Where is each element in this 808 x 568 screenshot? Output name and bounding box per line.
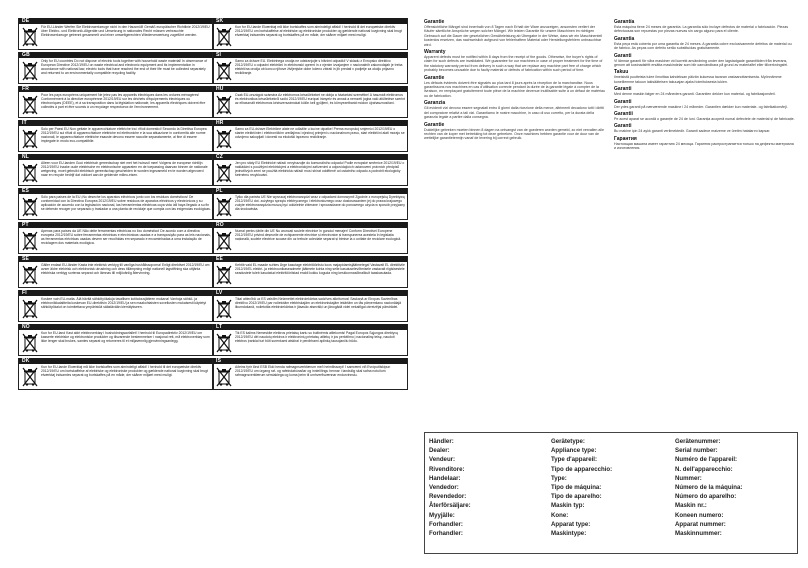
crossed-bin-icon bbox=[216, 367, 232, 387]
warranty-heading: Garantie bbox=[424, 74, 445, 81]
weee-text: Für EU-Länder Werfen Sie Elektrowerkzeuge nicht in den Hausmüll! Gemäß europäischer Richtlinie 2012/19/EU über Elektro- und Elektronik-Altgeräte und Umsetzung in nationales Recht müssen verbrauchte Elektrowerkzeuge getrennt gesammelt und einer umweltgerechten Wiederverwertung zugeführt werden. bbox=[41, 25, 210, 38]
weee-column-middle bbox=[212, 18, 408, 390]
crossed-bin-icon bbox=[216, 265, 232, 285]
crossed-bin-icon bbox=[216, 95, 232, 115]
form-label: Dealer: bbox=[429, 447, 450, 455]
warranty-text: Les défauts évidents doivent être signalés au plus tard 8 jours après la réception de la marchandise. Nous garantissons nos machines en cas d'utilisation correcte pendant la durée de la garantie légale à compter de la livraison, en remplaçant gratuitement toute pièce de la machine devenue inutilisable suite à un défaut de matériau ou de fabrication. bbox=[424, 80, 605, 98]
form-label: Tipo de máquina: bbox=[551, 484, 602, 492]
form-label: Appliance type: bbox=[551, 447, 597, 455]
form-label: Tipo de aparelho: bbox=[551, 493, 602, 501]
weee-text: Samo za EU-države Električne alate ne odlažite u kućne otpatke! Prema europskoj smjernici 2012/19/EU o starim električnim i elektroničkim uređajima i njezinoj primjeni u nacionalnom pravu, stari električni alati moraju se odvojeno sakupljati i dovesti na ekološki ispravno recikliranje. bbox=[235, 127, 405, 140]
crossed-bin-icon bbox=[216, 129, 232, 149]
weee-notice-lv bbox=[212, 290, 408, 322]
form-label: Maskinnummer: bbox=[675, 530, 722, 538]
weee-text: Sólo para países de la EU ¡No deseche los aparatos eléctricos junto con los residuos domésticos! De conformidad con la Directiva Europea 2012/19/EU sobre residuos de aparatos eléctricos y electrónicos y su aplicación de acuerdo con la legislación nacional, las herramientas eléctricas cuya vida útil haya llegado a su fin se deberán recoger por separado y trasladar a una planta de reciclaje que cumpla con las exigencias ecológicas. bbox=[41, 195, 211, 212]
weee-text: Kun for EU-lande Elværktøj må ikke bortskaffes som almindeligt affald! I henhold til det europæiske direktiv 2012/19/EU om bortskaffelse af elektriske og elektroniske produkter og gældende national lovgivning skal brugt elværktøj indsamles separat og bortskaffes på en måde, der skåner miljøet mest muligt. bbox=[41, 365, 208, 378]
country-code: GB bbox=[19, 52, 213, 58]
weee-text: Samo za države EU. Elektrinega orodja ne odstranjujte s hišnimi odpadki! V skladu z Evropsko direktivo 2012/19/EU o odpadni električni in elektronski opremi in z njenim izvajanjem v nacionalnih zakonodajah je treba električna orodja ob koncu njihove življenjske dobe ločeno zbirati in jih predati v podjetje za okolju prijazno recikliranje. bbox=[235, 59, 403, 76]
warranty-column-a bbox=[424, 18, 606, 450]
weee-text: Kun for EU-lande Elværktøj må ikke bortskaffes som almindeligt affald! I henhold til det europæiske direktiv 2012/19/EU om bortskaffelse af elektriske og elektroniske produkter og gældende national lovgivning skal brugt elværktøj indsamles separat og bortskaffes på en måde, der skåner miljøet mest muligt. bbox=[235, 25, 402, 38]
form-label: Handelaar: bbox=[429, 474, 461, 482]
weee-notice-pl bbox=[212, 188, 408, 220]
form-label: Forhandler: bbox=[429, 530, 463, 538]
country-code: FI bbox=[19, 290, 213, 296]
crossed-bin-icon bbox=[22, 265, 38, 285]
weee-notice-es bbox=[18, 188, 214, 220]
country-code: DK bbox=[19, 358, 213, 364]
form-label: Número de la máquina: bbox=[675, 484, 743, 492]
warranty-heading: Takuu bbox=[614, 69, 629, 76]
warranty-text: Duidelijke gebreken moeten binnen 8 dagen na ontvangst van de goederen worden gemeld, zo niet vervallen alle rechten van de koper met betrekking tot deze gebreken. Onze machines hebben garantie voor de duur van de wettelijke garantietermijn vanaf de levering bij correct gebruik. bbox=[424, 127, 605, 141]
dealer-form bbox=[424, 432, 798, 554]
warranty-heading: Garantía bbox=[614, 19, 635, 25]
crossed-bin-icon bbox=[22, 163, 38, 183]
form-label: Apparat nummer: bbox=[675, 520, 726, 528]
weee-notice-no bbox=[18, 324, 214, 356]
form-label: Återförsäljare: bbox=[429, 502, 471, 510]
weee-notice-lt bbox=[212, 324, 408, 356]
form-label: Forhandler: bbox=[429, 520, 463, 528]
crossed-bin-icon bbox=[216, 27, 232, 47]
crossed-bin-icon bbox=[22, 299, 38, 319]
weee-text: Tik ES šalims Nemeskite elektros prietaisų kartu su buitinėmis atliekomis! Pagal Europos Sąjungos direktyvą 2012/19/EU dėl naudotų elektros ir elektroninių prietaisų atliekų ir jos perkėlimo į nacionalinę teisę, naudoti elektros įrankiai turi būti surenkami atskirai ir perdirbami aplinką tausojančiu būdu. bbox=[235, 331, 398, 344]
country-code: FR bbox=[19, 86, 213, 92]
crossed-bin-icon bbox=[216, 231, 232, 251]
country-code: DE bbox=[19, 18, 213, 24]
weee-notice-sk bbox=[212, 18, 408, 50]
weee-notice-is bbox=[212, 358, 408, 390]
form-serial-column bbox=[675, 437, 742, 538]
warranty-heading: Warranty bbox=[424, 49, 446, 56]
country-code: SK bbox=[213, 18, 407, 24]
crossed-bin-icon bbox=[216, 333, 232, 353]
crossed-bin-icon bbox=[22, 61, 38, 81]
weee-notice-pt bbox=[18, 222, 214, 254]
country-code: LT bbox=[213, 324, 407, 330]
weee-text: Kun for EU-land Kast aldri elektroverktøy i husholdningsavfallet! I henhold til Europadirektiv 2012/19/EU om kasserte elektriske og elektroniske produkter og tilsvarende bestemmelser i nasjonal rett, må elektroverktøy som ikke lenger skal brukes, samles separat og returneres til et miljøvennlig gjenvinningsanlegg. bbox=[41, 331, 210, 344]
weee-text: Csak EU-országok számára Az elektromos készülékeket ne dobja a háztartási szemétbe! A használt elektromos és elektronikus készülékekről szóló 2012/19/EU európai irányelv és annak a nemzeti jogba való átültetése szerint az elhasznált elektromos kéziszerszámokat külön kell gyűjteni, és környezetbarát módon újrahasznosítani. bbox=[235, 93, 405, 106]
country-code: LV bbox=[213, 290, 407, 296]
form-label: Vendeur: bbox=[429, 456, 456, 464]
weee-notice-hu bbox=[212, 86, 408, 118]
crossed-bin-icon bbox=[216, 299, 232, 319]
warranty-text: Apparent defects must be notified within 8 days from the receipt of the goods. Otherwise, the buyer's rights of claim for such defects are invalidated. We guarantee for our machines in case of proper treatment for the time of the statutory warranty period from delivery in such a way that we replace any machine part free of charge which probably becomes unusable due to faulty material or defects of fabrication within such period of time. bbox=[424, 55, 603, 73]
form-dealer-column bbox=[429, 437, 471, 538]
weee-notice-ee bbox=[212, 256, 408, 288]
country-code: ES bbox=[19, 188, 213, 194]
warranty-text: Gli evidenti vizi devono essere segnalati entro 8 giorni dalla ricezione della merce, altrimenti decadono tutti i diritti del compratore relativi a tali vizi. Garantiamo le nostre macchine, in caso di uso corretto, per la durata della garanzia legale a partire dalla consegna. bbox=[424, 106, 604, 120]
weee-text: Alleen voor EU-landen Gooi elektrisch gereedschap niet met het huisvuil mee! Volgens de europese richtlijn 2012/19/EU inzake oude elektrische en elektronische apparaten en de toepassing daarvan binnen de nationale wetgeving, moet gebruikt elektrisch gereedschap gescheiden te worden ingezameld en te worden afgevoerd naar en recycle bedrijf dat voldoet aan de geldende milieu-eisen. bbox=[41, 161, 208, 178]
warranty-text: Offensichtliche Mängel sind innerhalb von 8 Tagen nach Erhalt der Ware anzuzeigen, ansonsten verliert der Käufer sämtliche Ansprüche wegen solcher Mängel. Wir leisten Garantie für unsere Maschinen im richtigen Gebrauch auf die Dauer der gesetzlichen Gewährleistung ab Übergabe in der Weise, dass wir ein Maschinenteil kostenlos ersetzen, das nachweislich aufgrund von fehlerhaftem Material oder Herstellungsfehlern unbrauchbar wird. bbox=[424, 25, 603, 47]
country-code: EE bbox=[213, 256, 407, 262]
weee-notice-gb bbox=[18, 52, 214, 84]
country-code: IT bbox=[19, 120, 213, 126]
country-code: SE bbox=[19, 256, 213, 262]
country-code: PT bbox=[19, 222, 213, 228]
warranty-text: Pe acest aparat se acordă o garanție de 24 de luni. Garanția acoperă numai defectele de material și de fabricație. bbox=[614, 117, 795, 122]
country-code: HU bbox=[213, 86, 407, 92]
crossed-bin-icon bbox=[22, 197, 38, 217]
crossed-bin-icon bbox=[216, 61, 232, 81]
form-label: Rivenditore: bbox=[429, 465, 465, 473]
country-code: CZ bbox=[213, 154, 407, 160]
weee-notice-cz bbox=[212, 154, 408, 186]
weee-text: Koskee vain EU-maita. Älä hävitä sähkötyökaluja tavallisen kotitalousjätteen mukana! Vanhoja sähkö- ja elektroniikkalaitteita koskevan EU-direktiivin 2012/19/EU ja sen maakohtaisten sovellusten mukaisesti käytetyt sähkötyökalut on toimitettava ympäristöä säästävään kierrätykseen. bbox=[41, 297, 207, 310]
weee-text: Kehtib vaid EL maade suhtes Ärge kasutage elektritööriistu koos majapidamisjäätmetega! Vastavalt EL direktiivile 2012/19/EL elektri- ja elektroonikaseadmete jäätmete kohta ning selle kasutuselevõtmisele vastavalt riigisisestele seadustele tuleb kasutatud elektritööriistad eraldi kokku koguda ning keskkonnasõbralikult taaskasutada. bbox=[235, 263, 405, 276]
crossed-bin-icon bbox=[22, 95, 38, 115]
form-label: Nummer: bbox=[675, 474, 702, 482]
country-code: HR bbox=[213, 120, 407, 126]
weee-notice-nl bbox=[18, 154, 214, 186]
country-code: NO bbox=[19, 324, 213, 330]
form-label: Maskin typ: bbox=[551, 502, 585, 510]
crossed-bin-icon bbox=[22, 231, 38, 251]
warranty-text: Bu makine için 24 aylık garanti verilmektedir. Garanti sadece malzeme ve üretim hatalarını kapsar. bbox=[614, 129, 771, 134]
weee-text: Apenas para países da UE Não deite ferramentas eléctricas no lixo doméstico! De acordo com a directiva europeia 2012/19/EU sobre ferramentas eléctricas e electrónicas usadas e a transposição para as leis nacionais, as ferramentas eléctricas usadas devem ser recolhidas em separado e encaminhadas a uma instalação de reciclagem dos materiais ecológica. bbox=[41, 229, 211, 246]
form-label: Apparat type: bbox=[551, 520, 591, 528]
warranty-heading: Garanti bbox=[614, 86, 632, 93]
weee-text: Numai pentru țările din UE Nu aruncați sculele electrice în gunoiul menajer! Conform Directivei Europene 2012/19/EU privind deșeurile de echipamente electrice și electronice și transpunerea acesteia în legislația națională, sculele electrice scoase din uz trebuie colectate separat și trimise la o unitate de reciclare ecologică. bbox=[235, 229, 402, 242]
form-label: Maskintype: bbox=[551, 530, 587, 538]
crossed-bin-icon bbox=[22, 129, 38, 149]
form-label: Myyjälle: bbox=[429, 511, 455, 519]
weee-text: Jen pro státy EU Elektrické nářadí nevyhazujte do komunálního odpadu! Podle evropské směrnice 2012/19/EU o nakládání s použitými elektrickými a elektronickými zařízeními a odpovídajících ustanovení právních předpisů jednotlivých zemí se použitá elektrická nářadí musí sbírat odděleně od ostatního odpadu a podrobit ekologicky šetrnému recyklování. bbox=[235, 161, 405, 178]
weee-column-left bbox=[18, 18, 214, 390]
warranty-heading: Garantii bbox=[614, 111, 633, 118]
country-code: PL bbox=[213, 188, 407, 194]
warranty-heading: Garanzia bbox=[424, 100, 446, 107]
weee-notice-se bbox=[18, 256, 214, 288]
crossed-bin-icon bbox=[216, 163, 232, 183]
form-label: Type d'appareil: bbox=[551, 456, 598, 464]
form-label: Número do aparelho: bbox=[675, 493, 737, 501]
warranty-heading: Garanti bbox=[614, 123, 632, 130]
form-type-column bbox=[551, 437, 612, 538]
country-code: SI bbox=[213, 52, 407, 58]
weee-notice-de bbox=[18, 18, 214, 50]
weee-text: Tikai attiecībā uz ES valstīm Neizmetiet elektroiekārtas sadzīves atkritumos! Saskaņā ar Eiropas Savienības direktīvu 2012/19/EU par nolietotām elektriskajām un elektroniskajām iekārtām un tās pārņemšanu nacionālajā likumdošanā, nolietotās elektroiekārtas ir jāsavāc atsevišķi un jānogādā videi nekaitīgai otrreizējai pārstrādei. bbox=[235, 297, 402, 310]
weee-notice-si bbox=[212, 52, 408, 84]
warranty-heading: Garantie bbox=[424, 19, 445, 25]
form-label: Kone: bbox=[551, 511, 569, 519]
form-label: Tipo de apparecchio: bbox=[551, 465, 613, 473]
form-label: Gerätetype: bbox=[551, 438, 585, 445]
weee-notice-hr bbox=[212, 120, 408, 152]
weee-notice-fi bbox=[18, 290, 214, 322]
country-code: IS bbox=[213, 358, 407, 364]
weee-text: Gäller endast EU-länder Kasta inte elektrisk verktyg till vanliga hushållssoporna! Enligt direktivet 2012/19/EU om avser äldre elektrisk och elektronisk utrustning och dess tillämpning enligt nationell lagstiftning ska uttjänta elektriska verktyg sorteras separat och lämnas till miljövänlig återvinning. bbox=[41, 263, 210, 276]
weee-notice-ro bbox=[212, 222, 408, 254]
warranty-heading: Garanti bbox=[614, 98, 632, 105]
warranty-text: Der ydes garanti på nærværende maskine i 24 måneder. Garantien dækker kun materiale- og fabrikationsfejl. bbox=[614, 104, 788, 109]
crossed-bin-icon bbox=[216, 197, 232, 217]
weee-text: Aðeins fyrir lönd ESB Ekki henda rafmagnsverkfærum með heimilissorpi! Í samræmi við Evróputilskipun 2012/19/EU um úrgang raf- og rafeindabúnaðar og innleiðingu hennar í landslög skal safna notuðum rafmagnsverkfærum sérstaklega og koma þeim til umhverfisvænnar endurvinnslu. bbox=[235, 365, 391, 378]
crossed-bin-icon bbox=[22, 367, 38, 387]
crossed-bin-icon bbox=[22, 333, 38, 353]
weee-notice-it bbox=[18, 120, 214, 152]
warranty-heading: Гарантия bbox=[614, 135, 637, 142]
form-label: Numéro de l'appareil: bbox=[675, 456, 738, 464]
form-label: Vendedor: bbox=[429, 484, 459, 492]
weee-notice-dk bbox=[18, 358, 214, 390]
form-label: Revendedor: bbox=[429, 493, 467, 501]
form-label: Gerätenummer: bbox=[675, 438, 721, 445]
weee-text: Pour les pays européens uniquement Ne jetez pas les appareils électriques dans les ordures ménagères! Conformément à la directive européenne 2012/19/EU sur les déchets d'équipements électriques ou électroniques (DEEE), et à sa transposition dans la législation nationale, les appareils électriques doivent être collectés à part et être soumis à un recyclage respectueux de l'environnement. bbox=[41, 93, 206, 110]
warranty-text: Ilmeisistä puutteista tulee ilmoittaa kahdeksan päivän kuluessa tavaran vastaanottamisesta. Myönnämme koneillemme takuun lakisääteisen takuuajan ajaksi toimituksesta lukien. bbox=[614, 75, 782, 84]
form-label: Type: bbox=[551, 474, 567, 482]
weee-text: Solo per Paesi EU Non gettate le apparecchiature elettriche tra i rifiuti domestici! Secondo la Direttiva Europea 2012/19/EU sui rifiuti di apparecchiature elettriche ed elettroniche e la sua attuazione in conformità alle norme nazionali, le apparecchiature elettriche esauste devono essere raccolte separatamente, al fine di essere impiegate in modo eco-compatibile. bbox=[41, 127, 207, 144]
form-label: Maskin nr.: bbox=[675, 502, 707, 510]
weee-text: Only for EU countries Do not dispose of electric tools together with household waste material! In observance of European Directive 2012/19/EU on waste electrical and electronic equipment and its implementation in accordance with national law, electric tools that have reached the end of their life must be collected separately and returned to an environmentally compatible recycling facility. bbox=[41, 59, 208, 76]
crossed-bin-icon bbox=[22, 27, 38, 47]
form-label: N. dell'apparecchio: bbox=[675, 465, 733, 473]
warranty-text: Esta peça está coberta por uma garantia de 24 meses. A garantia cobre exclusivamente defeitos de material ou de fabrico. As peças com defeito serão substituídas gratuitamente. bbox=[614, 41, 792, 51]
weee-notice-fr bbox=[18, 86, 214, 118]
form-label: Serial number: bbox=[675, 447, 718, 455]
warranty-heading: Garanti bbox=[614, 52, 632, 59]
form-label: Koneen numero: bbox=[675, 511, 724, 519]
weee-text: Tylko dla państw UE Nie wyrzucaj elektronarzędzi wraz z odpadami domowymi! Zgodnie z europejską Dyrektywą 2012/19/EU dot. zużytego sprzętu elektrycznego i elektronicznego oraz dostosowaniem jej do prawa krajowego zużyte elektronarzędzia muszą być oddzielnie zbierane i sprowadzane do ponownego użycia w sposób przyjazny dla środowiska. bbox=[235, 195, 405, 212]
warranty-column-b bbox=[614, 18, 796, 450]
warranty-heading: Garantie bbox=[424, 121, 445, 128]
form-label: Händler: bbox=[429, 438, 454, 445]
warranty-text: Настоящая машина имеет гарантию 24 месяца. Гарантия распространяется только на дефекты материала и изготовления. bbox=[614, 141, 794, 151]
warranty-text: Esta máquina tiene 24 meses de garantía. La garantía sólo incluye defectos de material o fabricación. Piezas defectuosas son repuestas por piezas nuevas sin cargo alguno para el cliente. bbox=[614, 25, 789, 34]
warranty-heading: Garantia bbox=[614, 35, 635, 42]
warranty-text: Med denne maskin følger en 24 måneders garanti. Garantien dekker kun material- og fabrikasjonsfeil. bbox=[614, 92, 776, 97]
country-code: RO bbox=[213, 222, 407, 228]
country-code: NL bbox=[19, 154, 213, 160]
warranty-text: Vi lämnar garanti för våra maskiner vid korrekt användning under den lagstadgade garantitiden från leverans, genom att kostnadsfritt ersätta maskindelar som blir oanvändbara på grund av materialfel eller tillverkningsfel. bbox=[614, 58, 789, 68]
